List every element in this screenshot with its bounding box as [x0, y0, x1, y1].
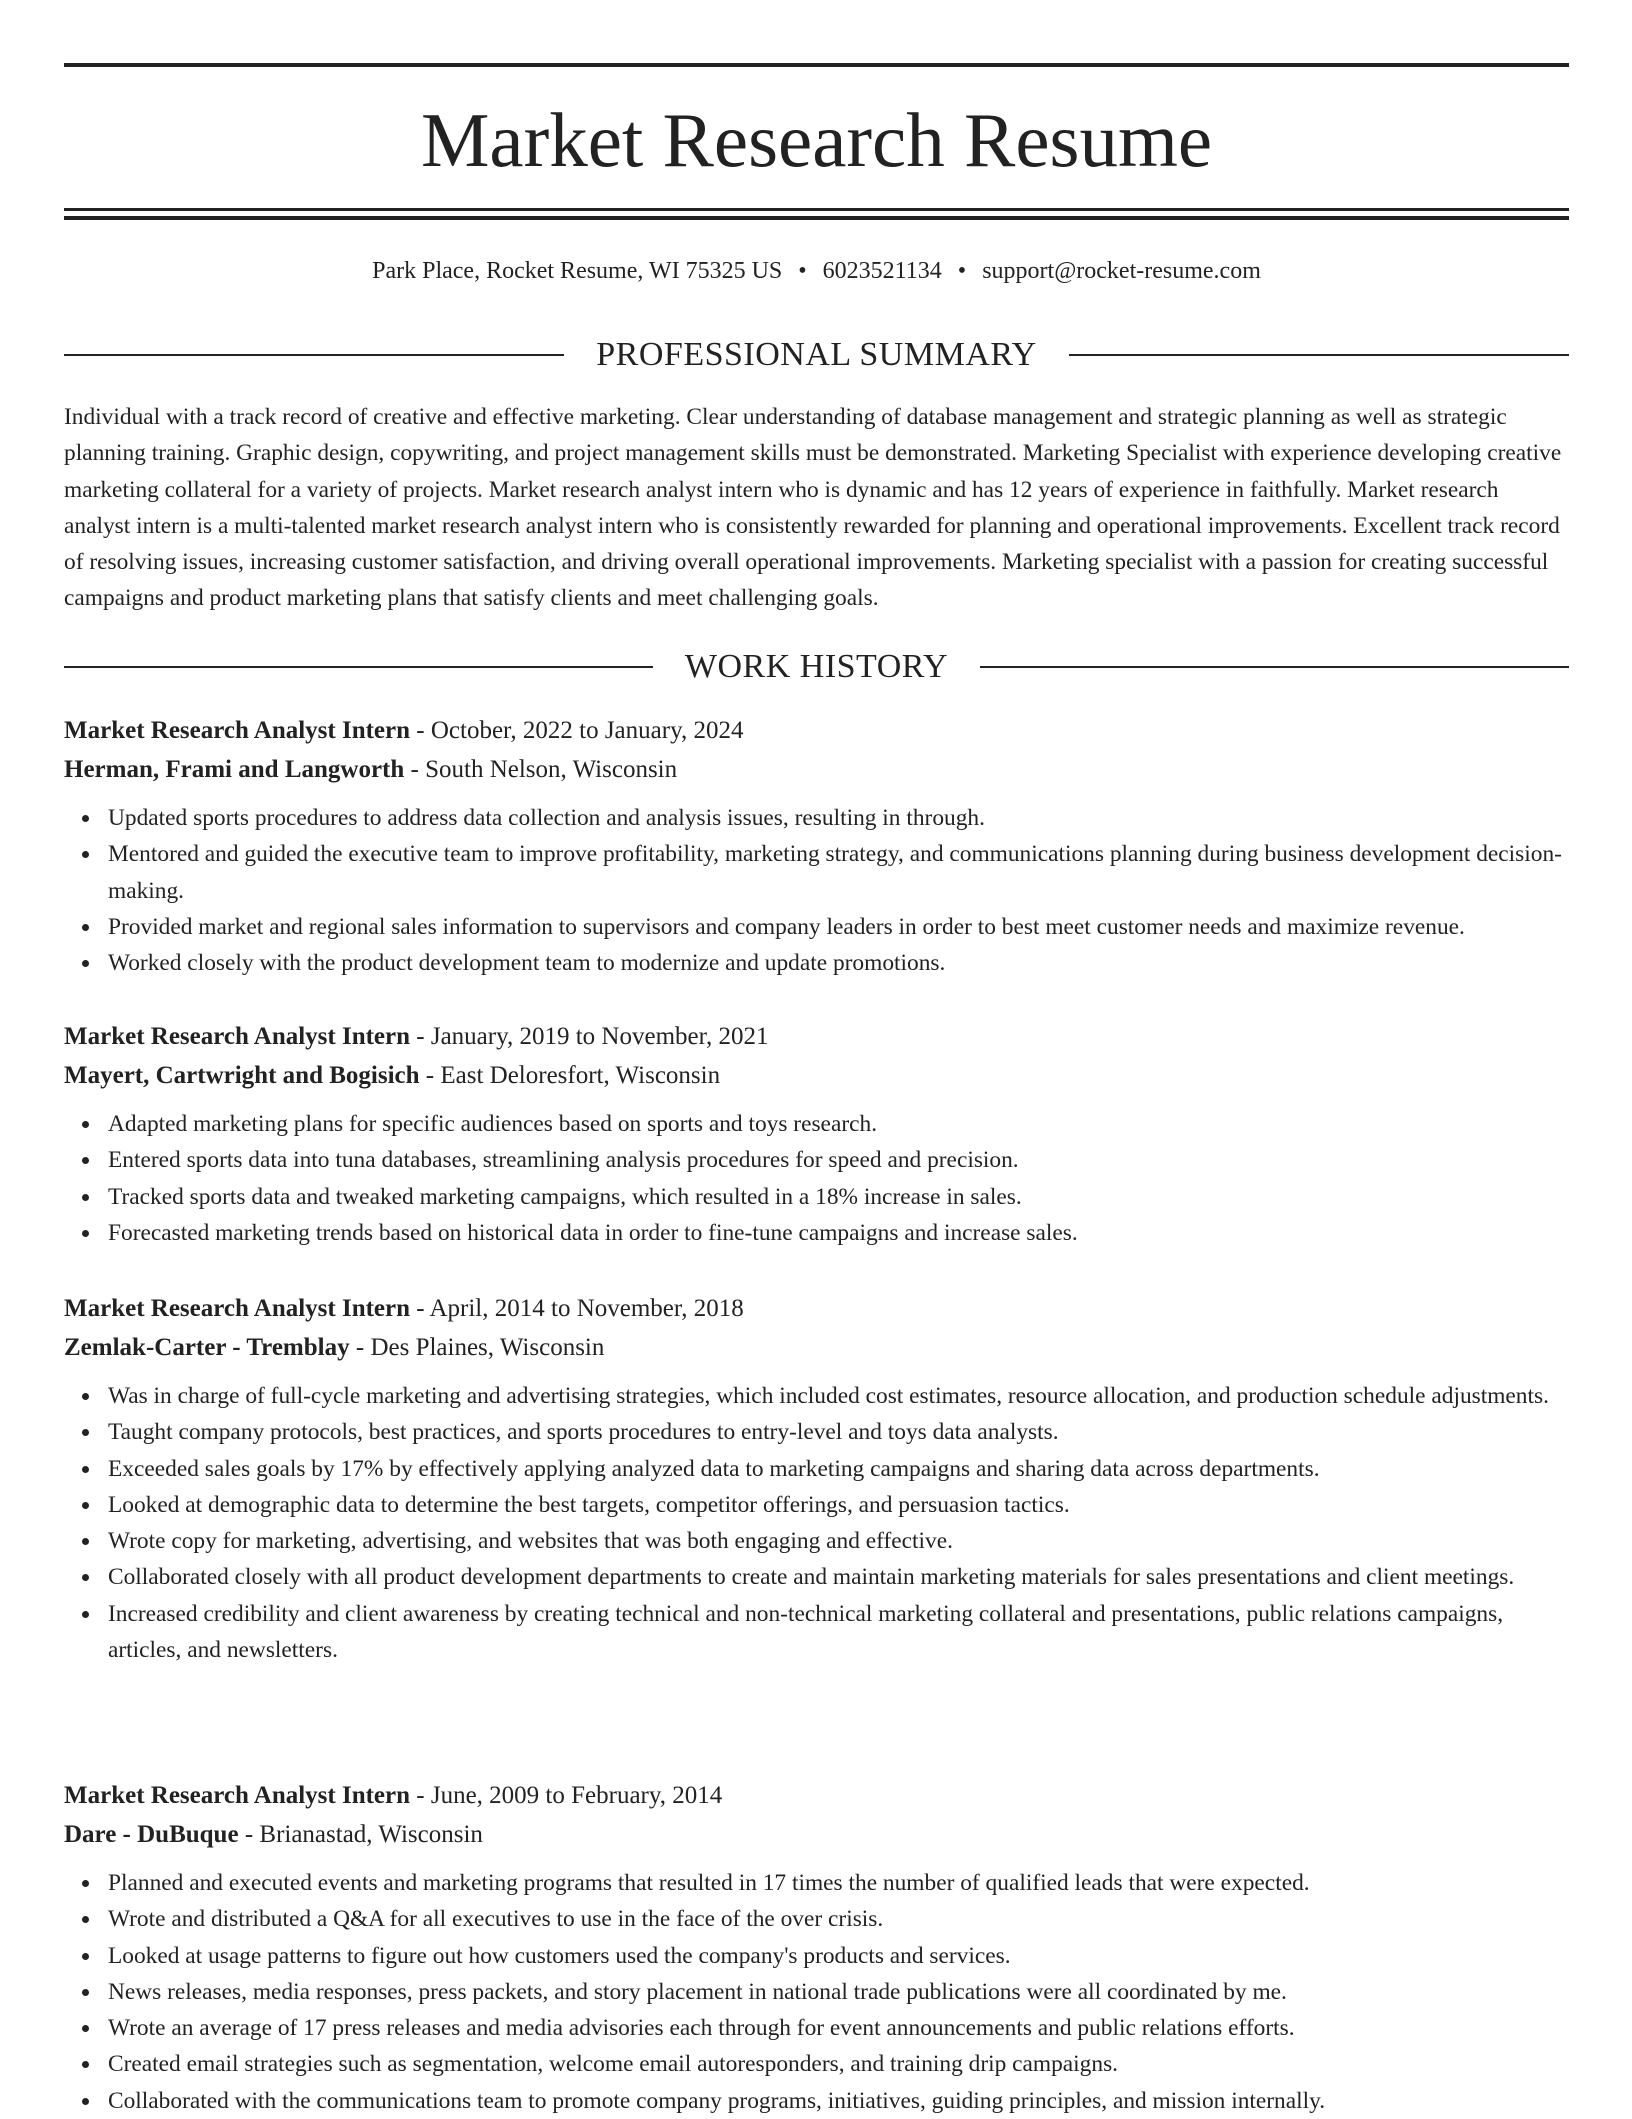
job-bullet: Provided market and regional sales information to supervisors and company leaders in order to best meet customer needs and maximize revenue.	[108, 909, 1569, 945]
job-bullet: Collaborated closely with all product development departments to create and maintain marketing materials for sales presentations and client meetings.	[108, 1559, 1569, 1595]
job-company-line: Dare - DuBuque - Brianastad, Wisconsin	[64, 1821, 483, 1848]
heading-rule-right	[1069, 354, 1569, 356]
professional-summary-text: Individual with a track record of creative and effective marketing. Clear understanding of database management and strategic planning as well as strategic planning training. Graphic design, copywriting, and project management skills must be demonstrated. Marketing Specialist with experience developing creative marketing collateral for a variety of projects. Market research analyst intern who is dynamic and has 12 years of experience in faithfully. Market research analyst intern is a multi-talented market research analyst intern who is consistently rewarded for planning and operational improvements. Excellent track record of resolving issues, increasing customer satisfaction, and driving overall operational improvements. Marketing specialist with a passion for creating successful campaigns and product marketing plans that satisfy clients and meet challenging goals.	[64, 404, 1562, 612]
job-bullet: Updated sports procedures to address data collection and analysis issues, resulting in through.	[108, 800, 1569, 836]
header-double-rule-lower	[64, 216, 1569, 220]
job-dates: January, 2019 to November, 2021	[430, 1023, 769, 1050]
job-bullet: Worked closely with the product development team to modernize and update promotions.	[108, 945, 1569, 981]
job-title-line: Market Research Analyst Intern - April, 2014 to November, 2018	[64, 1295, 744, 1322]
job-location: South Nelson, Wisconsin	[425, 756, 678, 783]
job-bullet: Wrote an average of 17 press releases and media advisories each through for event announcements and public relations efforts.	[108, 2010, 1569, 2046]
job-location: Brianastad, Wisconsin	[259, 1821, 483, 1848]
contact-line	[64, 254, 1569, 288]
job-bullet: Created email strategies such as segmentation, welcome email autoresponders, and training drip campaigns.	[108, 2046, 1569, 2082]
job-dates: October, 2022 to January, 2024	[430, 717, 744, 744]
job-company: Zemlak-Carter - Tremblay	[64, 1334, 350, 1361]
job-entry	[64, 1018, 1569, 1251]
job-bullet: Entered sports data into tuna databases, streamlining analysis procedures for speed and precision.	[108, 1142, 1569, 1178]
contact-email: support@rocket-resume.com	[982, 258, 1261, 284]
contact-phone: 6023521134	[822, 258, 942, 284]
job-bullet: Tracked sports data and tweaked marketing campaigns, which resulted in a 18% increase in sales.	[108, 1179, 1569, 1215]
job-bullet: Collaborated with the communications team to promote company programs, initiatives, guiding principles, and mission internally.	[108, 2083, 1569, 2119]
job-company: Herman, Frami and Langworth	[64, 756, 405, 783]
job-entry	[64, 1777, 1569, 2119]
job-title-line: Market Research Analyst Intern - October, 2022 to January, 2024	[64, 717, 744, 744]
job-bullet: Looked at usage patterns to figure out how customers used the company's products and services.	[108, 1938, 1569, 1974]
job-location: East Deloresfort, Wisconsin	[440, 1062, 721, 1089]
job-company-line: Zemlak-Carter - Tremblay - Des Plaines, Wisconsin	[64, 1334, 605, 1361]
contact-separator: •	[798, 258, 807, 284]
job-bullet-list	[64, 1865, 1569, 2119]
job-bullet: Mentored and guided the executive team to improve profitability, marketing strategy, and communications planning during business development decision-making.	[108, 836, 1569, 909]
job-title-line: Market Research Analyst Intern - June, 2009 to February, 2014	[64, 1782, 723, 1809]
resume-title: Market Research Resume	[420, 97, 1213, 183]
job-entry	[64, 712, 1569, 981]
job-title: Market Research Analyst Intern	[64, 1295, 411, 1322]
job-title: Market Research Analyst Intern	[64, 1023, 411, 1050]
job-bullet: Taught company protocols, best practices, and sports procedures to entry-level and toys data analysts.	[108, 1414, 1569, 1450]
job-bullet: Wrote and distributed a Q&A for all executives to use in the face of the over crisis.	[108, 1901, 1569, 1937]
heading-rule-left	[64, 666, 653, 668]
header-top-rule	[64, 63, 1569, 67]
job-bullet-list	[64, 1378, 1569, 1668]
summary-heading-label: PROFESSIONAL SUMMARY	[596, 336, 1037, 373]
job-bullet-list	[64, 1106, 1569, 1251]
heading-rule-left	[64, 354, 564, 356]
job-bullet: News releases, media responses, press packets, and story placement in national trade publications were all coordinated by me.	[108, 1974, 1569, 2010]
job-bullet: Adapted marketing plans for specific audiences based on sports and toys research.	[108, 1106, 1569, 1142]
job-location: Des Plaines, Wisconsin	[370, 1334, 605, 1361]
heading-rule-right	[980, 666, 1569, 668]
job-bullet-list	[64, 800, 1569, 981]
job-bullet: Looked at demographic data to determine the best targets, competitor offerings, and persuasion tactics.	[108, 1487, 1569, 1523]
job-company: Dare - DuBuque	[64, 1821, 239, 1848]
job-title-line: Market Research Analyst Intern - January, 2019 to November, 2021	[64, 1023, 769, 1050]
job-bullet: Increased credibility and client awareness by creating technical and non-technical marketing collateral and presentations, public relations campaigns, articles, and newsletters.	[108, 1596, 1569, 1669]
job-company: Mayert, Cartwright and Bogisich	[64, 1062, 420, 1089]
job-bullet: Was in charge of full-cycle marketing and advertising strategies, which included cost estimates, resource allocation, and production schedule adjustments.	[108, 1378, 1569, 1414]
work-history-heading-label: WORK HISTORY	[684, 648, 949, 685]
job-bullet: Forecasted marketing trends based on historical data in order to fine-tune campaigns and increase sales.	[108, 1215, 1569, 1251]
job-company-line: Mayert, Cartwright and Bogisich - East Deloresfort, Wisconsin	[64, 1062, 721, 1089]
job-dates: April, 2014 to November, 2018	[429, 1295, 744, 1322]
job-company-line: Herman, Frami and Langworth - South Nelson, Wisconsin	[64, 756, 678, 783]
job-entry	[64, 1290, 1569, 1668]
job-bullet: Exceeded sales goals by 17% by effectively applying analyzed data to marketing campaigns and sharing data across departments.	[108, 1451, 1569, 1487]
job-bullet: Planned and executed events and marketing programs that resulted in 17 times the number of qualified leads that were expected.	[108, 1865, 1569, 1901]
header-double-rule-upper	[64, 208, 1569, 211]
job-title: Market Research Analyst Intern	[64, 1782, 411, 1809]
job-dates: June, 2009 to February, 2014	[430, 1782, 723, 1809]
contact-separator: •	[957, 258, 967, 284]
work-history-section-heading	[64, 645, 1569, 689]
contact-address: Park Place, Rocket Resume, WI 75325 US	[372, 258, 783, 284]
job-title: Market Research Analyst Intern	[64, 717, 411, 744]
summary-section-heading	[64, 333, 1569, 377]
job-bullet: Wrote copy for marketing, advertising, and websites that was both engaging and effective.	[108, 1523, 1569, 1559]
